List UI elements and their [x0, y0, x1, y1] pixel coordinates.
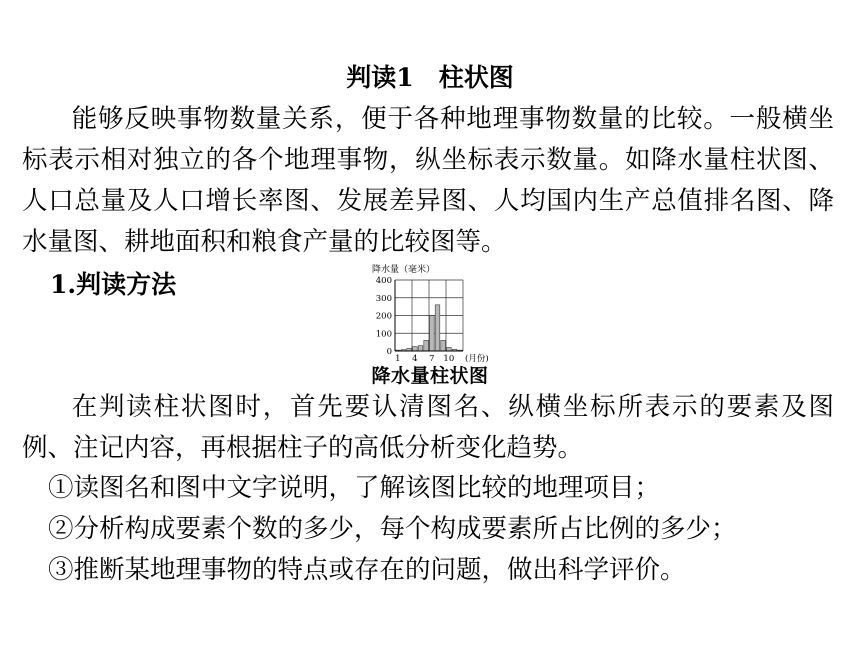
bar: [447, 347, 452, 351]
bar: [418, 346, 423, 351]
y-tick-label: 300: [375, 293, 392, 304]
y-tick-label: 0: [386, 347, 392, 357]
x-tick-label: 1: [395, 354, 401, 364]
x-axis-unit: (月份): [465, 354, 489, 364]
step-2: ②分析构成要素个数的多少，每个构成要素所占比例的多少；: [48, 514, 737, 544]
y-tick-label: 200: [375, 311, 392, 322]
method-intro-paragraph: 在判读柱状图时，首先要认清图名、纵横坐标所表示的要素及图例、注记内容，再根据柱子的高低分析变化趋势。: [22, 392, 834, 463]
y-axis-label: 降水量（毫米）: [372, 265, 436, 275]
bar: [435, 305, 440, 351]
section-heading: 1.判读方法: [50, 270, 177, 299]
x-tick-label: 4: [412, 354, 418, 364]
step-1: ①读图名和图中文字说明，了解该图比较的地理项目；: [48, 473, 661, 503]
intro-paragraph: 能够反映事物数量关系，便于各种地理事物数量的比较。一般横坐标表示相对独立的各个地理事物，纵坐标表示数量。如降水量柱状图、人口总量及人口增长率图、发展差异图、人均国内生产总值排名图、降水量图、耕地面积和粮食产量的比较图等。: [22, 104, 834, 257]
chart-caption: 降水量柱状图: [371, 365, 489, 387]
x-tick-label: 10: [443, 354, 455, 364]
chart-svg: [355, 260, 505, 370]
y-tick-label: 100: [375, 329, 392, 340]
bar: [430, 316, 435, 352]
bar: [413, 347, 418, 351]
bar: [424, 340, 429, 351]
bar: [441, 340, 446, 351]
y-tick-label: 400: [375, 276, 392, 286]
x-tick-label: 7: [429, 354, 435, 364]
page-title: 判读1 柱状图: [346, 63, 514, 92]
step-3: ③推断某地理事物的特点或存在的问题，做出科学评价。: [48, 555, 686, 585]
